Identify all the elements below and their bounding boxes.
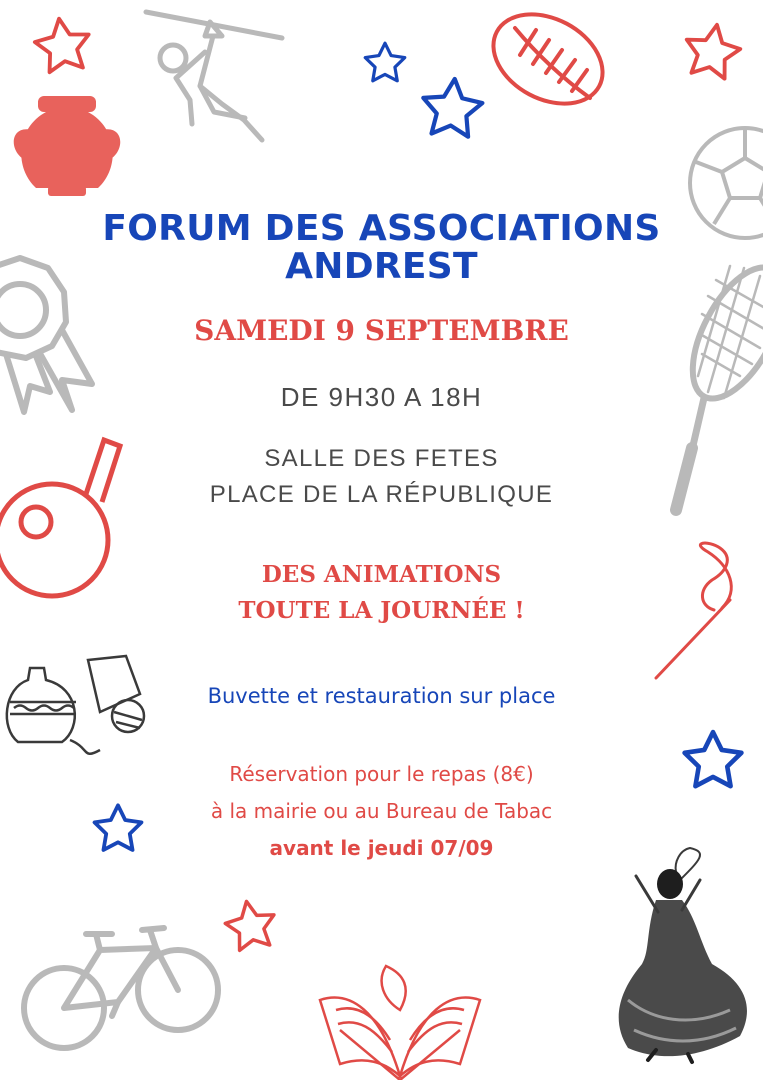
vase-icon <box>14 96 121 196</box>
event-date: SAMEDI 9 SEPTEMBRE <box>194 314 569 347</box>
bicycle-icon <box>24 928 218 1048</box>
buvette-text: Buvette et restauration sur place <box>207 684 556 708</box>
poster-title <box>0 210 763 286</box>
reservation-text <box>0 756 763 867</box>
american-football-icon <box>478 0 618 122</box>
title-line-2: ANDREST <box>285 246 478 287</box>
venue-line-2: PLACE DE LA RÉPUBLIQUE <box>209 481 554 508</box>
reservation-line-1: Réservation pour le repas (8€) <box>229 762 534 786</box>
animations-line-2: TOUTE LA JOURNÉE ! <box>238 597 525 624</box>
star-icon <box>681 20 743 80</box>
title-line-1: FORUM DES ASSOCIATIONS <box>102 208 661 249</box>
animations-line-1: DES ANIMATIONS <box>261 561 502 588</box>
flamenco-dancer-icon <box>619 848 747 1062</box>
star-icon <box>32 15 93 74</box>
star-icon <box>365 43 405 81</box>
animations-text <box>0 557 763 629</box>
open-book-icon <box>320 966 480 1080</box>
star-icon <box>222 897 279 952</box>
reservation-deadline: avant le jeudi 07/09 <box>269 836 494 860</box>
reservation-line-2: à la mairie ou au Bureau de Tabac <box>210 799 553 823</box>
star-icon <box>420 76 484 137</box>
event-hours: DE 9H30 A 18H <box>280 382 483 412</box>
zipline-climber-icon <box>146 12 282 140</box>
venue-line-1: SALLE DES FETES <box>264 445 499 472</box>
event-venue <box>0 441 763 513</box>
